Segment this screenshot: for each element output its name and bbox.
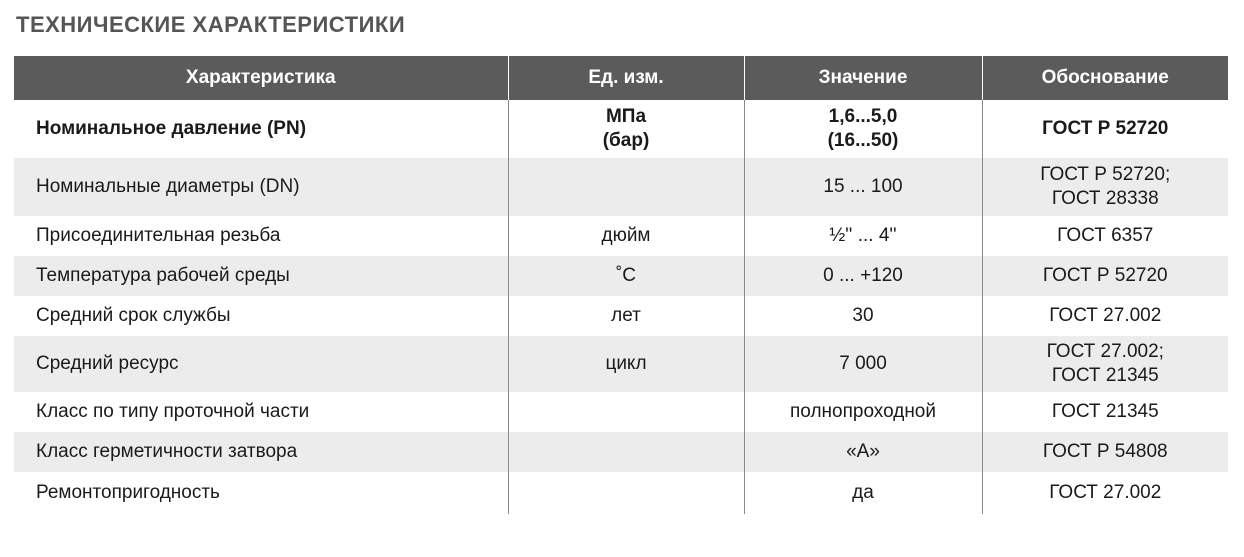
column-header-characteristic: Характеристика — [14, 56, 508, 100]
cell-basis — [982, 296, 1228, 336]
cell-unit-line: (бар) — [602, 130, 650, 151]
cell-value-line: «А» — [846, 441, 880, 462]
cell-basis — [982, 216, 1228, 256]
cell-unit-line: дюйм — [601, 225, 651, 246]
cell-basis-line: ГОСТ Р 52720 — [1042, 265, 1168, 286]
cell-unit — [508, 296, 744, 336]
cell-value-line: (16...50) — [827, 130, 899, 151]
cell-value-line: полнопроходной — [790, 401, 936, 422]
cell-unit — [508, 100, 744, 158]
cell-basis — [982, 256, 1228, 296]
cell-basis — [982, 336, 1228, 392]
cell-value-line: да — [852, 482, 874, 503]
cell-value-line: 15 ... 100 — [823, 176, 903, 197]
cell-basis-line: ГОСТ 27.002 — [1049, 305, 1162, 326]
column-header-basis: Обоснование — [982, 56, 1228, 100]
cell-characteristic: Присоединительная резьба — [14, 216, 508, 256]
specs-table — [14, 56, 1228, 514]
cell-unit-line: ˚С — [615, 265, 637, 286]
cell-unit — [508, 472, 744, 514]
column-header-unit: Ед. изм. — [508, 56, 744, 100]
cell-basis-line: ГОСТ 6357 — [1057, 225, 1154, 246]
cell-basis-line: ГОСТ 27.002 — [1049, 482, 1162, 503]
cell-value — [744, 158, 982, 216]
cell-value — [744, 432, 982, 472]
table-row — [14, 296, 1228, 336]
cell-unit — [508, 158, 744, 216]
cell-unit-line: цикл — [605, 353, 647, 374]
cell-characteristic: Класс по типу проточной части — [14, 392, 508, 432]
table-header-row — [14, 56, 1228, 100]
table-row — [14, 100, 1228, 158]
cell-basis — [982, 158, 1228, 216]
cell-value — [744, 296, 982, 336]
cell-value-line: 30 — [852, 305, 874, 326]
cell-basis-line: ГОСТ Р 52720; — [1040, 164, 1171, 185]
table-row — [14, 472, 1228, 514]
cell-basis — [982, 432, 1228, 472]
cell-characteristic: Класс герметичности затвора — [14, 432, 508, 472]
cell-unit — [508, 336, 744, 392]
cell-value-line: 7 000 — [839, 353, 887, 374]
cell-unit — [508, 256, 744, 296]
table-row — [14, 432, 1228, 472]
cell-value — [744, 392, 982, 432]
cell-unit — [508, 216, 744, 256]
cell-value — [744, 336, 982, 392]
table-row — [14, 256, 1228, 296]
cell-basis-line: ГОСТ 28338 — [1051, 188, 1159, 209]
cell-basis-line: ГОСТ 27.002; — [1046, 341, 1164, 362]
page-title: ТЕХНИЧЕСКИЕ ХАРАКТЕРИСТИКИ — [16, 12, 406, 37]
cell-basis-line: ГОСТ 21345 — [1051, 401, 1159, 422]
column-header-value: Значение — [744, 56, 982, 100]
cell-characteristic: Ремонтопригодность — [14, 472, 508, 514]
cell-unit — [508, 392, 744, 432]
cell-unit-line: МПа — [605, 106, 647, 127]
cell-characteristic: Температура рабочей среды — [14, 256, 508, 296]
cell-basis-line: ГОСТ Р 54808 — [1042, 441, 1168, 462]
cell-characteristic: Средний ресурс — [14, 336, 508, 392]
cell-basis-line: ГОСТ Р 52720 — [1042, 118, 1169, 139]
cell-value-line: 0 ... +120 — [823, 265, 903, 286]
cell-value — [744, 216, 982, 256]
cell-value — [744, 256, 982, 296]
cell-basis — [982, 100, 1228, 158]
cell-characteristic: Номинальные диаметры (DN) — [14, 158, 508, 216]
cell-unit — [508, 432, 744, 472]
cell-basis-line: ГОСТ 21345 — [1051, 365, 1159, 386]
cell-unit-line: лет — [611, 305, 641, 326]
cell-basis — [982, 392, 1228, 432]
cell-basis — [982, 472, 1228, 514]
cell-characteristic: Номинальное давление (PN) — [14, 100, 508, 158]
cell-value — [744, 100, 982, 158]
table-row — [14, 216, 1228, 256]
table-row — [14, 392, 1228, 432]
cell-value — [744, 472, 982, 514]
cell-characteristic: Средний срок службы — [14, 296, 508, 336]
table-row — [14, 336, 1228, 392]
cell-value-line: 1,6...5,0 — [828, 106, 898, 127]
cell-value-line: ½'' ... 4'' — [829, 225, 897, 246]
table-row — [14, 158, 1228, 216]
